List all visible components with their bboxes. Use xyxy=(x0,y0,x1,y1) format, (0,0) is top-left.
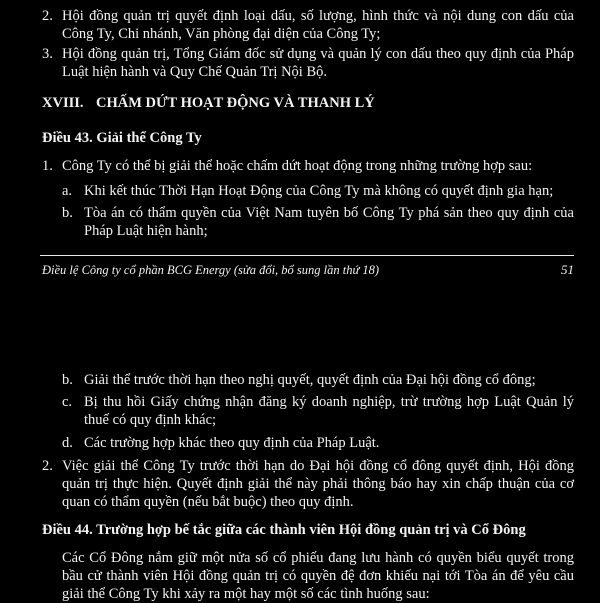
item-2-number: 2. xyxy=(42,8,53,24)
article-44-heading: Điều 44. Trường hợp bế tắc giữa các thành viên Hội đồng quản trị và Cổ Đông xyxy=(42,522,526,538)
article-43-heading: Điều 43. Giải thể Công Ty xyxy=(42,130,202,146)
section-number: XVIII. xyxy=(42,95,84,111)
next-subitem-b-text: Giải thể trước thời hạn theo nghị quyết, quyết định của Đại hội đồng cổ đông; xyxy=(84,372,536,388)
item-1-number: 1. xyxy=(42,158,53,174)
next-item-2-number: 2. xyxy=(42,458,53,474)
section-title: CHẤM DỨT HOẠT ĐỘNG VÀ THANH LÝ xyxy=(96,95,375,111)
next-item-2-text: Việc giải thể Công Ty trước thời hạn do Đại hội đồng cổ đông quyết định, Hội đồng quản trị thực hiện. Quyết định giải thể này phải thông báo hay xin chấp thuận của cơ quan có thẩm quyền (nếu bắt buộc) theo quy định. xyxy=(62,458,574,510)
item-3-text: Hội đồng quản trị, Tổng Giám đốc sử dụng và quản lý con dấu theo quy định của Pháp Luật hiện hành và Quy Chế Quản Trị Nội Bộ. xyxy=(62,46,574,80)
subitem-b-number: b. xyxy=(62,205,73,221)
subitem-b-text: Tòa án có thẩm quyền của Việt Nam tuyên bố Công Ty phá sản theo quy định của Pháp Luật hiện hành; xyxy=(84,205,574,239)
subitem-c-text: Bị thu hồi Giấy chứng nhận đăng ký doanh nghiệp, trừ trường hợp Luật Quản lý thuế có quy định khác; xyxy=(84,394,574,428)
article-44-paragraph: Các Cổ Đông nắm giữ một nửa số cổ phiếu đang lưu hành có quyền biểu quyết trong bầu cử thành viên Hội đồng quản trị có quyền đệ đơn khiếu nại tới Tòa án để yêu cầu giải thể Công Ty khi xảy ra một hay một số các tình huống sau: xyxy=(62,550,574,602)
subitem-d-number: d. xyxy=(62,435,73,451)
next-subitem-b-number: b. xyxy=(62,372,73,388)
footer-divider xyxy=(40,255,574,256)
footer-document-title: Điều lệ Công ty cổ phần BCG Energy (sửa đổi, bổ sung lần thứ 18) xyxy=(42,263,380,277)
item-3-number: 3. xyxy=(42,46,53,62)
subitem-d-text: Các trường hợp khác theo quy định của Pháp Luật. xyxy=(84,435,380,451)
subitem-c-number: c. xyxy=(62,394,73,410)
item-1-text: Công Ty có thể bị giải thể hoặc chấm dứt hoạt động trong những trường hợp sau: xyxy=(62,158,533,174)
item-2-text: Hội đồng quản trị quyết định loại dấu, số lượng, hình thức và nội dung con dấu của Công Ty, Chi nhánh, Văn phòng đại diện của Công Ty; xyxy=(62,8,574,42)
footer-page-number: 51 xyxy=(561,262,574,277)
subitem-a-text: Khi kết thúc Thời Hạn Hoạt Động của Công Ty mà không có quyết định gia hạn; xyxy=(84,183,554,199)
subitem-a-number: a. xyxy=(62,183,73,199)
